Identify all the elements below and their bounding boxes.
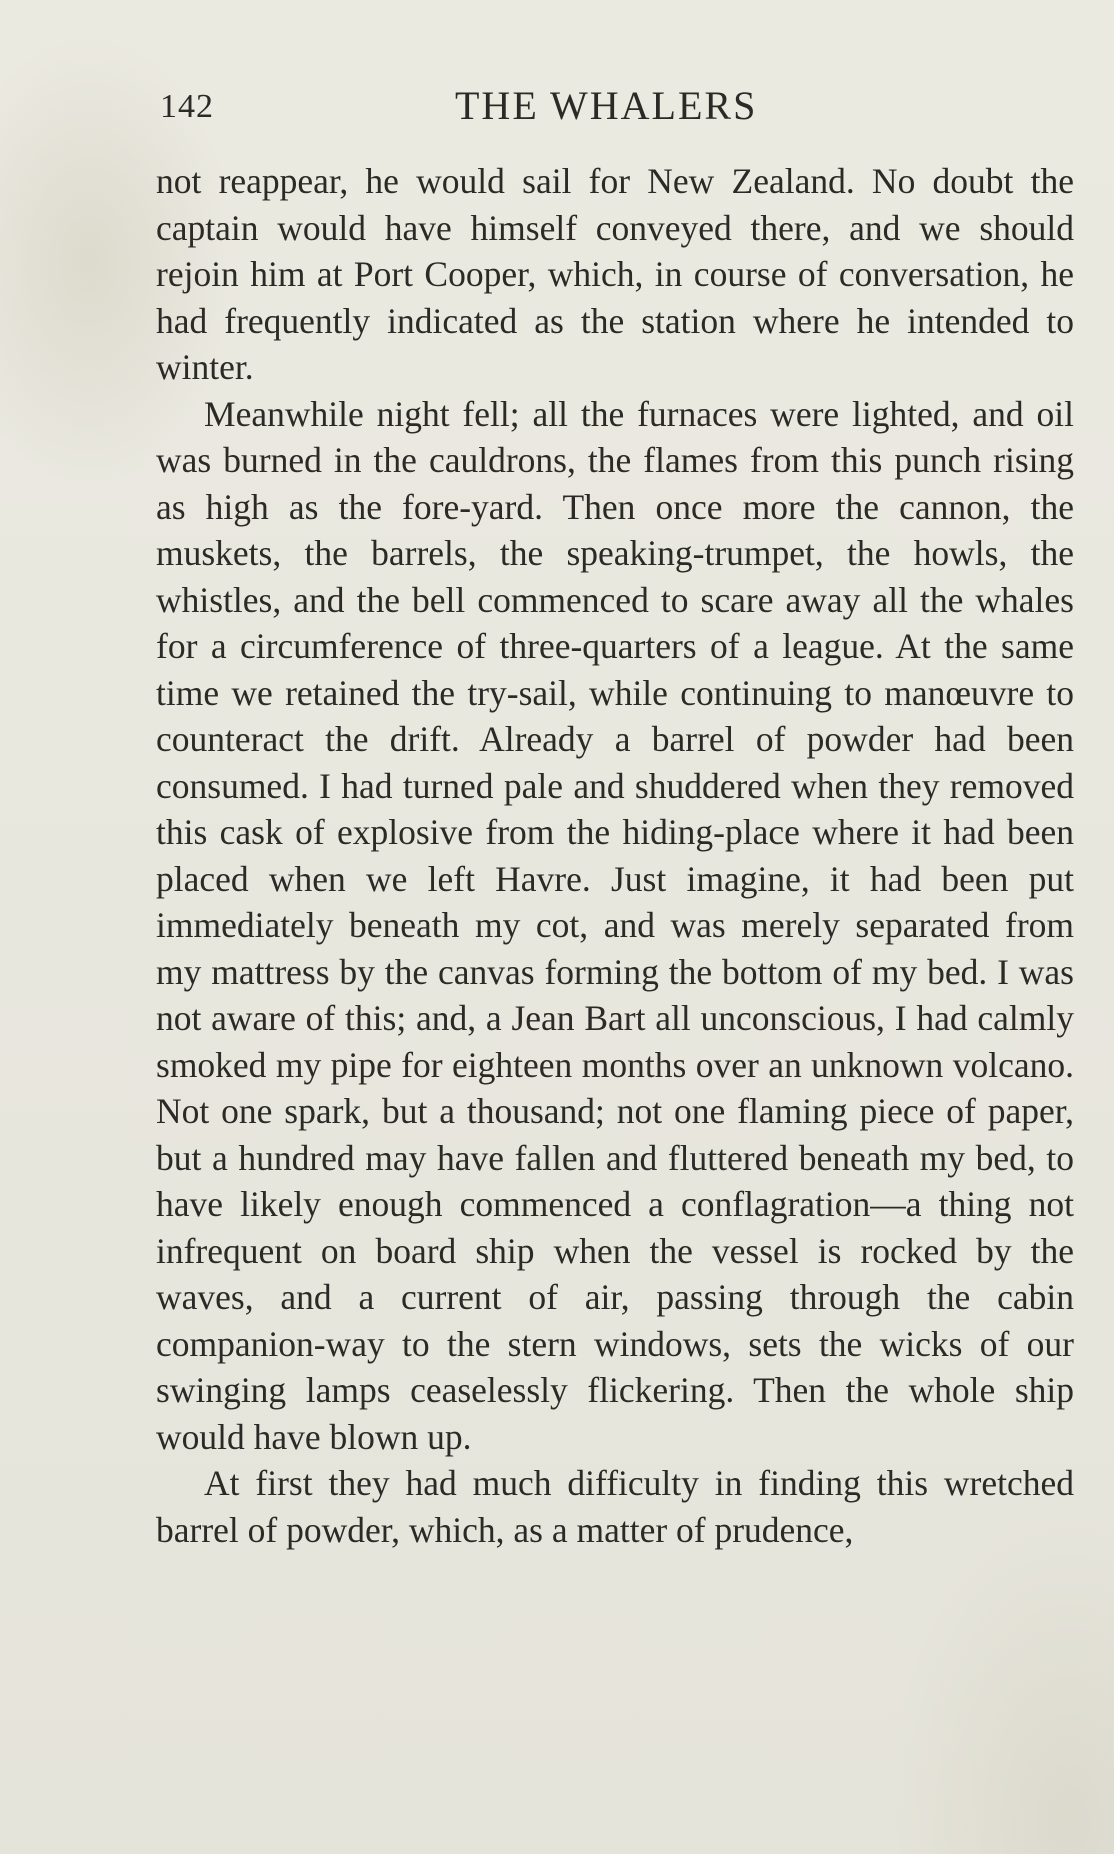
page-number: 142 [160,88,214,125]
running-title: THE WHALERS [455,83,758,128]
paragraph: Meanwhile night fell; all the furnaces were lighted, and oil was burned in the cauldrons, the flames from this punch rising as high as the fore-yard. Then once more the cannon, the muskets, the barrels, the speaking-trumpet, the howls, the whistles, and the bell commenced to scare away all the whales for a circumference of three-quarters of a league. At the same time we retained the try-sail, while continuing to manœuvre to counteract the drift. Already a barrel of powder had been consumed. I had turned pale and shuddered when they removed this cask of explosive from the hiding-place where it had been placed when we left Havre. Just imagine, it had been put immediately beneath my cot, and was merely separated from my mattress by the canvas forming the bottom of my bed. I was not aware of this; and, a Jean Bart all unconscious, I had calmly smoked my pipe for eighteen months over an unknown volcano. Not one spark, but a thousand; not one flaming piece of paper, but a hundred may have fallen and fluttered beneath my bed, to have likely enough commenced a conflagration—a thing not infrequent on board ship when the vessel is rocked by the waves, and a current of air, passing through the cabin companion-way to the stern windows, sets the wicks of our swinging lamps ceaselessly flickering. Then the whole ship would have blown up. [156,393,1074,1457]
page-header [160,78,1085,138]
paragraph: At first they had much difficulty in finding this wretched barrel of powder, which, as a matter of prudence, [156,1463,1074,1550]
paragraph-continued: not reappear, he would sail for New Zealand. No doubt the captain would have himself conveyed there, and we should rejoin him at Port Cooper, which, in course of conversation, he had frequently indicated as the station where he intended to winter. [156,161,1074,387]
body-text [156,158,1074,1553]
